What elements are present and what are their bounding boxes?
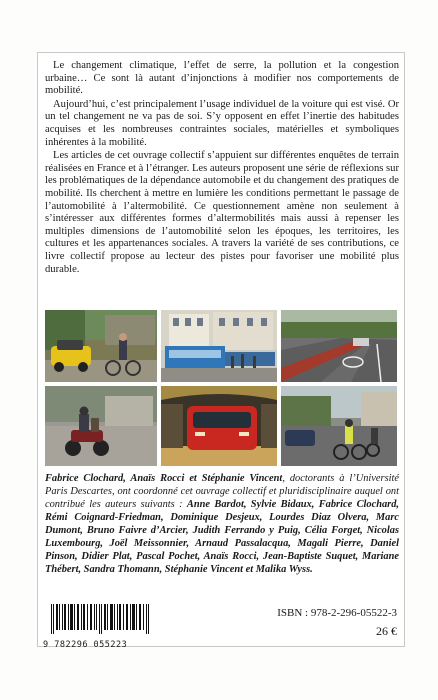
photo-street-bus-stop: [161, 310, 277, 382]
isbn-price-block: [277, 606, 397, 638]
isbn-text: ISBN : 978-2-296-05522-3: [277, 607, 397, 619]
credits-authors: Anne Bardot, Sylvie Bidaux, Fabrice Clochard, Rémi Coignard-Friedman, Dominique Desjeux, Lourdes Diaz Olvera, Marc Dumont, Bruno Faivre d’Arcier, Judith Ferrando y Puig, Célia Forget, Nicolas Luxembourg, Joël Meissonnier, Arnaud Passalacqua, Magali Pierre, Daniel Pinson, Didier Plat, Pascal Pochet, Anaïs Rocci, Jean-Baptiste Suquet, Mariane Thébert, Sandra Thomann, Stéphanie Vincent et Malika Wyss.: [45, 499, 400, 575]
credits-editors: Fabrice Clochard, Anaïs Rocci et Stéphanie Vincent: [45, 473, 283, 484]
blurb-paragraph-1: Le changement climatique, l’effet de serre, la pollution et la congestion urbaine… Ce sont là autant d’injonctions à modifier nos comportements de mobilité.: [45, 60, 399, 97]
price-text: 26 €: [376, 624, 397, 638]
photo-road-bike-lane: [281, 310, 397, 382]
photo-moped-riders: [45, 386, 157, 466]
barcode: [43, 604, 158, 650]
credits-text: [45, 472, 399, 576]
blurb-paragraph-2: Aujourd’hui, c’est principalement l’usage individuel de la voiture qui est visé. Or un tel changement ne va pas de soi. S’y opposent en effet l’inertie des habitudes acquises et les nombreuses contraintes sociales, matérielles et symboliques inhérentes à la mobilité.: [45, 98, 399, 148]
photo-collage: [45, 310, 397, 466]
photo-cyclists-road: [281, 386, 397, 466]
photo-yellow-taxi-cyclist: [45, 310, 157, 382]
blurb-paragraph-3: Les articles de cet ouvrage collectif s’appuient sur différentes enquêtes de terrain réalisées en France et à l’étranger. Les auteurs proposent une série de réflexions sur les problématiques de la dépendance automobile et du changement des pratiques de mobilité. Ils cherchent à mettre en lumière les conditions permettant le passage de l’automobilité à l’altermobilité. Ce questionnement amène non seulement à s’intéresser aux différentes formes d’altermobilités mais aussi à repenser les multiples dimensions de l’automobilité selon les époques, les territoires, les cultures et les appartenances sociales. A travers la variété de ses contributions, ce livre collectif propose au lecteur des pistes pour favoriser une mobilité plus durable.: [45, 150, 399, 275]
barcode-digits: 9 782296 055223: [43, 640, 128, 650]
credits-intro: , doctorants à l’Université Paris Descartes, ont coordonné cet ouvrage collectif et pluridisciplinaire auquel ont contribué les auteurs suivants :: [45, 473, 399, 510]
barcode-bars: [43, 604, 158, 634]
back-cover-blurb: [45, 60, 399, 277]
photo-red-metro-train: [161, 386, 277, 466]
